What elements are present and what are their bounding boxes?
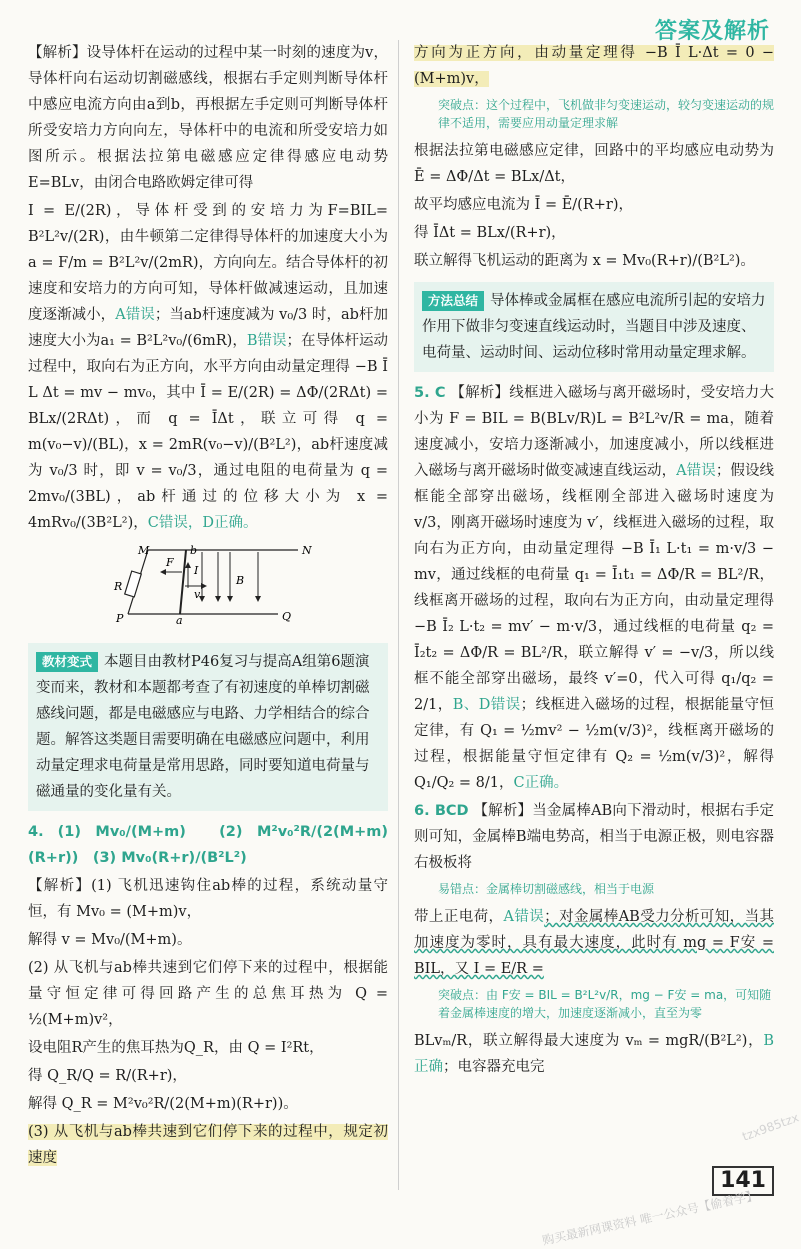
textbook-variant-text: 本题目由教材P46复习与提高A组第6题演变而来，教材和本题都考查了有初速度的单棒切割磁感线问题，都是电磁感应与电路、力学相结合的综合题。解答这类题目需要明确在电磁感应问题中，利用动量定理求电荷量是常用思路，同时要知道电荷量与磁通量的变化量有关。	[36, 654, 370, 800]
option-b-verdict: B错误	[246, 333, 287, 349]
label-p: P	[116, 612, 124, 625]
circuit-diagram	[108, 542, 312, 627]
solution-paragraph: 得 ĪΔt = BLx/(R+r)，	[414, 225, 566, 241]
label-field-b: B	[236, 574, 245, 587]
watermark: 购买最新网课资料 唯一公众号【偷着学】	[541, 1188, 760, 1248]
solution-paragraph: 根据法拉第电磁感应定律，回路中的平均感应电动势为 Ē = ΔΦ/Δt = BLx/Δt，	[414, 143, 774, 185]
label-i: I	[194, 564, 199, 577]
question-6-solution: 6. BCD 【解析】当金属棒AB向下滑动时，根据右手定则可知，金属棒B端电势高，相当于电源正极，则电容器右极板将	[414, 803, 775, 871]
label-r: R	[114, 580, 123, 593]
option-c-verdict: C错误	[147, 515, 188, 531]
option-a-verdict: A错误	[115, 307, 155, 323]
solution-paragraph: 故平均感应电流为 Ī = Ē/(R+r)，	[414, 197, 633, 213]
circuit-figure	[108, 542, 388, 635]
solution-paragraph: (2) 从飞机与ab棒共速到它们停下来的过程中，根据能量守恒定律可得回路产生的总焦耳热为 Q = ½(M+m)v²，	[28, 960, 388, 1028]
solution-paragraph: 【解析】设导体杆在运动的过程中某一时刻的速度为v，导体杆向右运动切割磁感线，根据右手定则判断导体杆中感应电流方向由a到b，再根据左手定则可判断导体杆所受安培力方向向左，导体杆中的电流和所受安培力如图所示。根据法拉第电磁感应定律得感应电动势E=BLv，由闭合电路欧姆定律可得	[28, 45, 388, 191]
solution-paragraph: I = E/(2R)，导体杆受到的安培力为F=BIL= B²L²v/(2R)，由牛顿第二定律得导体杆的加速度大小为a = F/m = B²L²v/(2mR)，方向向左。结合导体杆的初速度和安培力的方向可知，导体杆做减速运动，且加速度逐渐减小，A错误；当ab杆速度减为 v₀/3 时，ab杆加速度大小为a₁ = B²L²v₀/(6mR)，B错误；在导体杆运动过程中，取向右为正方向，水平方向由动量定理得 −B Ī L Δt = mv − mv₀，其中 Ī = E/(2R) = ΔΦ/(2RΔt) = BLx/(2RΔt)，而 q = ĪΔt，联立可得 q = m(v₀−v)/(BL)，x = 2mR(v₀−v)/(B²L²)，ab杆速度减为 v₀/3 时，即 v = v₀/3，通过电阻的电荷量为 q = 2mv₀/(3BL)，ab杆通过的位移大小为 x = 4mRv₀/(3B²L²)，C错误，D正确。	[28, 203, 389, 531]
textbook-variant-box	[28, 643, 388, 811]
breakthrough-note: 突破点：这个过程中，飞机做非匀变速运动，较匀变速运动的规律不适用，需要应用动量定理求解	[438, 98, 775, 130]
solution-paragraph: 带上正电荷，A错误；对金属棒AB受力分析可知，当其加速度为零时，具有最大速度，此时有 mg = F安 = BIL，又 I = E/R =	[414, 909, 774, 977]
label-a: a	[176, 614, 183, 627]
solution-paragraph: 解得 v = Mv₀/(M+m)。	[28, 932, 192, 948]
solution-paragraph: 方向为正方向，由动量定理得 −B Ī L·Δt = 0 − (M+m)v，	[414, 45, 774, 87]
option-d-verdict: ，D正确。	[187, 515, 258, 531]
question-5-solution: 5. C 【解析】线框进入磁场与离开磁场时，受安培力大小为 F = BIL = B(BLv/R)L = B²L²v/R = ma，随着速度减小，安培力逐渐减小，加速度减小，所以线框进入磁场与离开磁场时做变减速直线运动，A错误；假设线框能全部穿出磁场，线框刚全部进入磁场时速度为 v/3，刚离开磁场时速度为 v′，线框进入磁场的过程，取向右为正方向，由动量定理得 −B Ī₁ L·t₁ = m·v/3 − mv，通过线框的电荷量 q₁ = Ī₁t₁ = ΔΦ/R = BL²/R，线框离开磁场的过程，取向右为正方向，由动量定理得 −B Ī₂ L·t₂ = mv′ − m·v/3，通过线框的电荷量 q₂ = Ī₂t₂ = ΔΦ/R = BL²/R，联立解得 v′ = −v/3，所以线框不能全部穿出磁场，最终 v′=0，代入可得 q₁/q₂ = 2/1，B、D错误；线框进入磁场的过程，根据能量守恒定律，有 Q₁ = ½mv² − ½m(v/3)²，线框离开磁场的过程，根据能量守恒定律有 Q₂ = ½m(v/3)²，解得 Q₁/Q₂ = 8/1，C正确。	[414, 385, 775, 791]
label-q: Q	[282, 610, 292, 623]
question-4-answers: 4. (1) Mv₀/(M+m) (2) M²v₀²R/(2(M+m)(R+r)) (3) Mv₀(R+r)/(B²L²)	[28, 824, 389, 866]
common-mistake-note: 易错点：金属棒切割磁感线，相当于电源	[438, 882, 655, 896]
watermark-id: tzx985tzx	[740, 1110, 801, 1144]
solution-paragraph: BLvₘ/R，联立解得最大速度为 vₘ = mgR/(B²L²)，B正确；电容器充电完	[414, 1033, 774, 1075]
solution-paragraph: 【解析】(1) 飞机迅速钩住ab棒的过程，系统动量守恒，有 Mv₀ = (M+m)v，	[28, 878, 388, 920]
method-summary-box	[414, 282, 774, 372]
label-f: F	[166, 556, 174, 569]
column-divider	[398, 40, 399, 1190]
label-v: v	[194, 588, 201, 601]
left-column	[28, 40, 388, 1173]
method-summary-text: 导体棒或金属框在感应电流所引起的安培力作用下做非匀变速直线运动时，当题目中涉及速度、电荷量、运动时间、运动位移时常用动量定理求解。	[422, 293, 766, 361]
label-m: M	[138, 544, 150, 557]
label-b: b	[190, 544, 198, 557]
solution-paragraph: 联立解得飞机运动的距离为 x = Mv₀(R+r)/(B²L²)。	[414, 253, 755, 269]
solution-paragraph: 解得 Q_R = M²v₀²R/(2(M+m)(R+r))。	[28, 1096, 298, 1112]
page-number: 141	[712, 1166, 774, 1196]
method-summary-badge: 方法总结	[422, 291, 484, 311]
breakthrough-note: 突破点：由 F安 = BIL = B²L²v/R，mg − F安 = ma，可知随着金属棒速度的增大，加速度逐渐减小，直至为零	[438, 988, 772, 1020]
section-title: 答案及解析	[654, 19, 770, 44]
solution-paragraph: 设电阻R产生的焦耳热为Q_R，由 Q = I²Rt，	[28, 1040, 324, 1056]
label-n: N	[302, 544, 312, 557]
textbook-variant-badge: 教材变式	[36, 652, 98, 672]
right-column	[414, 40, 774, 1082]
solution-paragraph: (3) 从飞机与ab棒共速到它们停下来的过程中，规定初速度	[28, 1124, 388, 1166]
solution-paragraph: 得 Q_R/Q = R/(R+r)，	[28, 1068, 187, 1084]
